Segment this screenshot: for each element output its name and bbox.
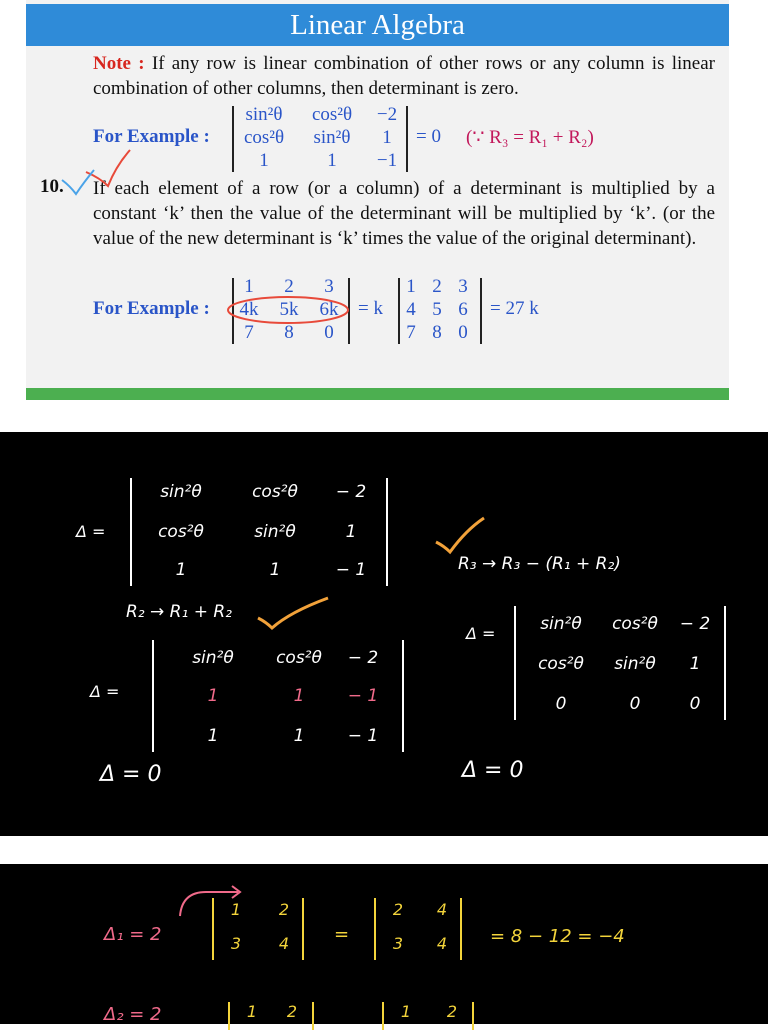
cell: 8: [284, 322, 294, 343]
row-operation-left: R₂ → R₁ + R₂: [126, 602, 232, 622]
cell: cos²θ: [158, 522, 204, 542]
cell: 7: [406, 322, 416, 343]
cell: 0: [324, 322, 334, 343]
delta2-lhs: Δ₂ = 2: [104, 1004, 162, 1025]
note-text: If any row is linear combination of other rows or any column is linear combination of other columns, then determinant is zero.: [93, 53, 716, 99]
textbook-section: [0, 0, 768, 404]
cell: 2: [432, 276, 442, 297]
delta1-lhs: Δ₁ = 2: [104, 924, 162, 945]
cell: 3: [230, 934, 242, 953]
cell: sin²θ: [160, 482, 202, 502]
swap-arrow-icon: [180, 892, 238, 916]
example2-result: = 27 k: [490, 298, 539, 319]
cell: − 1: [347, 686, 379, 706]
board1-annotations: [0, 432, 768, 836]
cell: −2: [376, 104, 398, 125]
cell: 4: [406, 299, 416, 320]
cell: 1: [345, 522, 357, 542]
cell: 1: [689, 654, 701, 674]
cell: 1: [269, 560, 281, 580]
example2-mid: = k: [358, 298, 383, 319]
rule10-paragraph: If each element of a row (or a column) of a determinant is multiplied by a constant ‘k’ then the value of the determinant will be multiplied by ‘k’. (or the value of the new determinant is ‘k’ times the value of the original determinant).: [93, 178, 715, 249]
cell: sin²θ: [540, 614, 582, 634]
cell: cos²θ: [243, 127, 285, 148]
cell: cos²θ: [612, 614, 658, 634]
cell: 6: [458, 299, 468, 320]
handwritten-board-2: [0, 864, 768, 1024]
cell: 0: [629, 694, 641, 714]
note-label: Note :: [93, 53, 145, 74]
result-left: Δ = 0: [100, 762, 162, 787]
cell: 1: [207, 726, 219, 746]
cell: cos²θ: [276, 648, 322, 668]
cell: cos²θ: [252, 482, 298, 502]
cell: − 2: [347, 648, 379, 668]
checkmark-icon: [258, 598, 328, 628]
cell: 1: [400, 1002, 412, 1021]
cell: 3: [392, 934, 404, 953]
cell: 3: [458, 276, 468, 297]
cell: −1: [376, 150, 398, 171]
cell: 5k: [279, 299, 299, 320]
cell: 3: [324, 276, 334, 297]
cell: − 1: [335, 560, 367, 580]
rule-number: 10.: [40, 176, 64, 197]
cell: sin²θ: [192, 648, 234, 668]
cell: 6k: [319, 299, 339, 320]
cell: 1: [382, 127, 392, 148]
cell: 8: [432, 322, 442, 343]
cell: − 1: [347, 726, 379, 746]
cell: 1: [327, 150, 337, 171]
cell: 1: [230, 900, 242, 919]
cell: 2: [446, 1002, 458, 1021]
result-right: Δ = 0: [462, 758, 524, 783]
delta1-result: = 8 − 12 = −4: [490, 926, 625, 947]
cell: 1: [244, 276, 254, 297]
row-operation-right: R₃ → R₃ − (R₁ + R₂): [458, 554, 621, 574]
cell: sin²θ: [313, 127, 351, 148]
delta-label: Δ =: [90, 682, 120, 701]
row-highlight-circle: [228, 297, 348, 323]
equals-sign: =: [334, 924, 350, 945]
cell: sin²θ: [254, 522, 296, 542]
cell: 1: [207, 686, 219, 706]
cell: 1: [259, 150, 269, 171]
cell: 1: [246, 1002, 258, 1021]
cell: cos²θ: [538, 654, 584, 674]
example1-reason: (∵ R₃ = R₁ + R₂): [466, 127, 594, 148]
cell: 1: [175, 560, 187, 580]
cell: 0: [555, 694, 567, 714]
cell: sin²θ: [245, 104, 283, 125]
cell: 4: [436, 900, 448, 919]
example1-equals: = 0: [416, 126, 441, 147]
cell: 5: [432, 299, 442, 320]
cell: − 2: [679, 614, 711, 634]
example2-label: For Example :: [93, 298, 210, 319]
handwritten-board-1: [0, 432, 768, 836]
cell: 2: [278, 900, 290, 919]
annotation-layer: [0, 0, 768, 404]
page-title: Linear Algebra: [26, 4, 729, 46]
cell: 4: [278, 934, 290, 953]
cell: − 2: [335, 482, 367, 502]
cell: 1: [406, 276, 416, 297]
delta-label: Δ =: [76, 522, 106, 541]
cell: cos²θ: [311, 104, 353, 125]
cell: 2: [392, 900, 404, 919]
board2-annotations: [0, 864, 768, 1024]
checkmark-icon: [86, 150, 130, 186]
delta-label: Δ =: [466, 624, 496, 643]
cell: sin²θ: [614, 654, 656, 674]
cell: 2: [284, 276, 294, 297]
checkmark-icon: [436, 518, 484, 552]
cell: 0: [458, 322, 468, 343]
cell: 2: [286, 1002, 298, 1021]
cell: 7: [244, 322, 254, 343]
cell: 4: [436, 934, 448, 953]
cell: 1: [293, 686, 305, 706]
cell: 0: [689, 694, 701, 714]
cell: 1: [293, 726, 305, 746]
example1-label: For Example :: [93, 126, 210, 147]
cell: 4k: [239, 299, 259, 320]
